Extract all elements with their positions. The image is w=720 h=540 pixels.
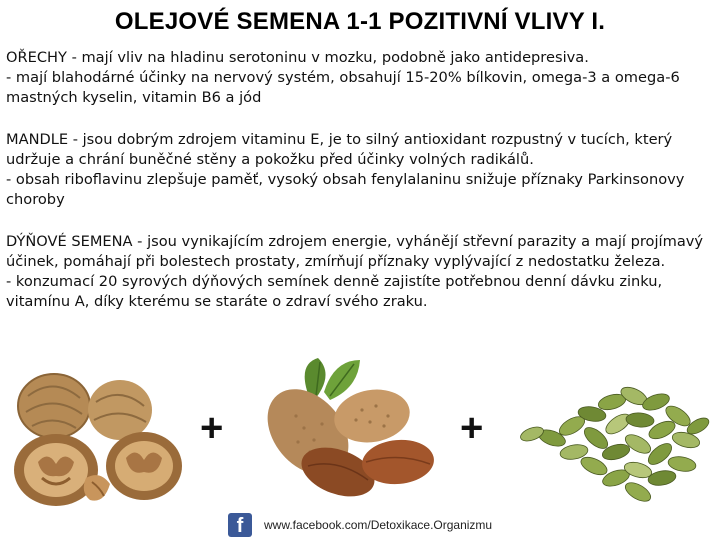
footer xyxy=(228,512,492,538)
section-dynove-semena xyxy=(6,232,712,312)
section-line: OŘECHY - mají vliv na hladinu serotoninu v mozku, podobně jako antidepresiva. xyxy=(6,49,589,66)
section-mandle xyxy=(6,130,712,210)
facebook-url[interactable]: www.facebook.com/Detoxikace.Organizmu xyxy=(264,518,493,532)
almonds-image xyxy=(238,354,438,510)
text-content xyxy=(6,48,712,334)
section-orechy xyxy=(6,48,712,108)
section-line: - mají blahodárné účinky na nervový systém, obsahují 15-20% bílkovin, omega-3 a omega-6 mastných kyselin, vitamin B6 a jód xyxy=(6,69,680,106)
facebook-icon[interactable]: f xyxy=(228,513,252,537)
plus-sign: + xyxy=(460,406,484,450)
page-title: OLEJOVÉ SEMENA 1-1 POZITIVNÍ VLIVY I. xyxy=(114,8,606,35)
plus-sign: + xyxy=(200,406,224,450)
section-line: DÝŇOVÉ SEMENA - jsou vynikajícím zdrojem energie, vyhánějí střevní parazity a mají projímavý účinek, pomáhají při bolestech prostaty, zmírňují příznaky vyplývající z nedostatku železa. xyxy=(6,233,704,270)
walnuts-image xyxy=(8,366,186,516)
pumpkin-seeds-image xyxy=(512,372,712,508)
section-line: MANDLE - jsou dobrým zdrojem vitaminu E, je to silný antioxidant rozpustný v tucích, který udržuje a chrání buněčné stěny a pokožku před účinky volných radikálů. xyxy=(6,131,673,168)
section-line: - obsah riboflavinu zlepšuje paměť, vysoký obsah fenylalaninu snižuje příznaky Parkinsonovy choroby xyxy=(6,171,685,208)
section-line: - konzumací 20 syrových dýňových semínek denně zajistíte potřebnou denní dávku zinku, vitamínu A, díky kterému se staráte o zdraví svého zraku. xyxy=(6,273,663,310)
